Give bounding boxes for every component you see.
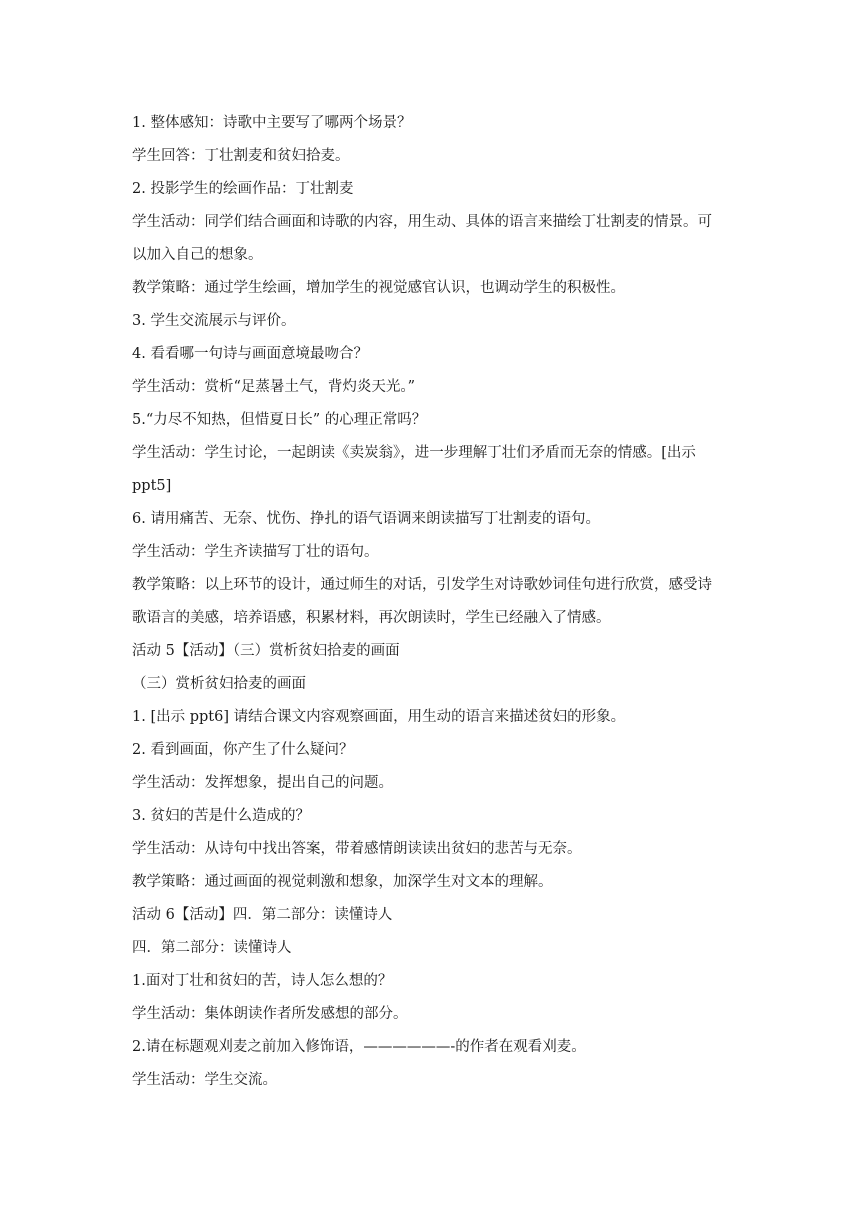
text-line: ppt5] — [132, 478, 172, 494]
text-line: 学生活动：学生交流。 — [132, 1072, 277, 1088]
document-body — [132, 107, 732, 1097]
text-line: 5.“力尽不知热，但惜夏日长” 的心理正常吗？ — [132, 412, 427, 428]
text-line: 学生活动：赏析“足蒸暑土气，背灼炎天光。” — [132, 379, 416, 395]
text-line: 学生活动：学生讨论，一起朗读《卖炭翁》，进一步理解丁壮们矛盾而无奈的情感。[出示 — [132, 445, 696, 461]
text-line: 教学策略：通过画面的视觉刺激和想象，加深学生对文本的理解。 — [132, 874, 553, 890]
text-line: 3. 贫妇的苦是什么造成的？ — [132, 808, 310, 824]
text-line: 歌语言的美感，培养语感，积累材料，再次朗读时，学生已经融入了情感。 — [132, 610, 611, 626]
section-subheading: （三）赏析贫妇拾麦的画面 — [132, 676, 306, 692]
text-line: 教学策略：以上环节的设计，通过师生的对话，引发学生对诗歌妙词佳句进行欣赏，感受诗 — [132, 577, 712, 593]
text-line: 学生活动：集体朗读作者所发感想的部分。 — [132, 1006, 408, 1022]
text-line: 2. 看到画面，你产生了什么疑问？ — [132, 742, 354, 758]
section-heading: 活动 6【活动】四．第二部分：读懂诗人 — [132, 907, 393, 923]
text-line: 学生活动：发挥想象，提出自己的问题。 — [132, 775, 393, 791]
text-line: 2. 投影学生的绘画作品：丁壮割麦 — [132, 181, 354, 197]
section-subheading: 四．第二部分：读懂诗人 — [132, 940, 292, 956]
text-line: 2.请在标题观刈麦之前加入修饰语，——————-的作者在观看刈麦。 — [132, 1039, 586, 1055]
text-line: 1.面对丁壮和贫妇的苦，诗人怎么想的？ — [132, 973, 393, 989]
section-heading: 活动 5【活动】（三）赏析贫妇拾麦的画面 — [132, 643, 400, 659]
text-line: 1. [出示 ppt6] 请结合课文内容观察画面，用生动的语言来描述贫妇的形象。 — [132, 709, 626, 725]
text-line: 教学策略：通过学生绘画，增加学生的视觉感官认识，也调动学生的积极性。 — [132, 280, 625, 296]
text-line: 1. 整体感知：诗歌中主要写了哪两个场景？ — [132, 115, 412, 131]
text-line: 4. 看看哪一句诗与画面意境最吻合？ — [132, 346, 368, 362]
text-line: 6. 请用痛苦、无奈、忧伤、挣扎的语气语调来朗读描写丁壮割麦的语句。 — [132, 511, 600, 527]
text-line: 学生活动：从诗句中找出答案，带着感情朗读读出贫妇的悲苦与无奈。 — [132, 841, 582, 857]
text-line: 学生回答：丁壮割麦和贫妇拾麦。 — [132, 148, 350, 164]
text-line: 学生活动：学生齐读描写丁壮的语句。 — [132, 544, 379, 560]
text-line: 学生活动：同学们结合画面和诗歌的内容，用生动、具体的语言来描绘丁壮割麦的情景。可 — [132, 214, 712, 230]
text-line: 以加入自己的想象。 — [132, 247, 263, 263]
text-line: 3. 学生交流展示与评价。 — [132, 313, 296, 329]
